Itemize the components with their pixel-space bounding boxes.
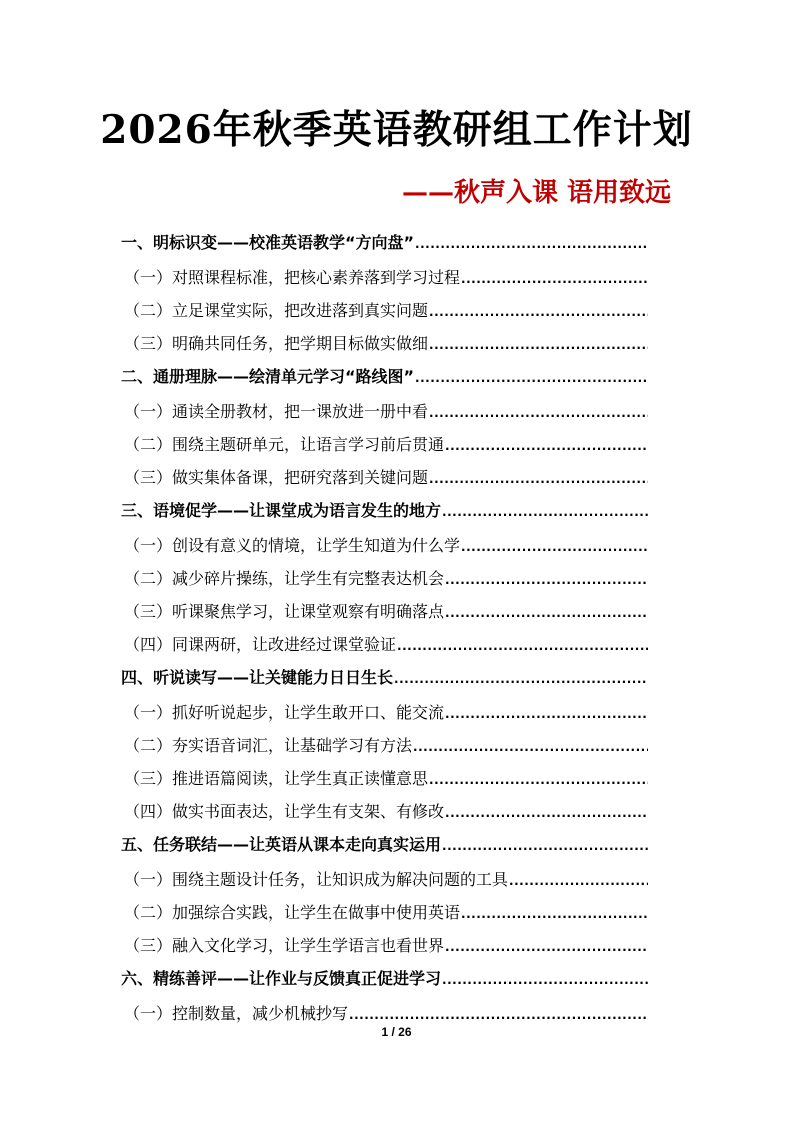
toc-entry-text: （四）做实书面表达，让学生有支架、有修改: [124, 802, 445, 821]
toc-entry-text: （二）减少碎片操练，让学生有完整表达机会: [124, 569, 445, 588]
toc-leader-dots: [429, 334, 648, 356]
toc-leader-dots: [445, 936, 648, 958]
toc-leader-dots: [445, 802, 648, 824]
toc-subsection-item[interactable]: [121, 299, 648, 332]
toc-subsection-item[interactable]: [121, 433, 648, 466]
toc-subsection-item[interactable]: [121, 868, 648, 901]
document-subtitle: ——秋声入课 语用致远: [401, 178, 671, 208]
toc-subsection-item[interactable]: [121, 600, 648, 633]
toc-subsection-item[interactable]: [121, 767, 648, 800]
toc-entry-text: （一）围绕主题设计任务，让知识成为解决问题的工具: [124, 870, 509, 889]
toc-leader-dots: [415, 367, 648, 389]
toc-entry-text: （三）做实集体备课，把研究落到关键问题: [124, 468, 429, 487]
page-number: 1 / 26: [381, 1025, 412, 1039]
document-title: 2026年秋季英语教研组工作计划: [100, 107, 693, 153]
toc-section-heading[interactable]: [121, 231, 648, 266]
toc-entry-text: （三）听课聚焦学习，让课堂观察有明确落点: [124, 602, 445, 621]
toc-section-heading[interactable]: [121, 833, 648, 868]
toc-entry-text: （一）创设有意义的情境，让学生知道为什么学: [124, 536, 461, 555]
toc-subsection-item[interactable]: [121, 633, 648, 666]
toc-entry-text: 五、任务联结——让英语从课本走向真实运用: [121, 835, 442, 854]
toc-entry-text: （二）立足课堂实际，把改进落到真实问题: [124, 301, 429, 320]
toc-leader-dots: [394, 668, 648, 690]
toc-leader-dots: [445, 602, 648, 624]
toc-entry-text: 一、明标识变——校准英语教学“方向盘”: [121, 233, 415, 252]
toc-leader-dots: [509, 870, 648, 892]
toc-subsection-item[interactable]: [121, 332, 648, 365]
toc-section-heading[interactable]: [121, 499, 648, 534]
toc-subsection-item[interactable]: [121, 567, 648, 600]
toc-leader-dots: [445, 569, 648, 591]
toc-subsection-item[interactable]: [121, 901, 648, 934]
toc-entry-text: 四、听说读写——让关键能力日日生长: [121, 668, 394, 687]
toc-section-heading[interactable]: [121, 365, 648, 400]
toc-subsection-item[interactable]: [121, 266, 648, 299]
table-of-contents: [121, 231, 648, 1035]
toc-subsection-item[interactable]: [121, 400, 648, 433]
toc-leader-dots: [445, 703, 648, 725]
toc-entry-text: （二）夯实语音词汇，让基础学习有方法: [124, 736, 413, 755]
toc-subsection-item[interactable]: [121, 800, 648, 833]
toc-entry-text: （三）融入文化学习，让学生学语言也看世界: [124, 936, 445, 955]
toc-section-heading[interactable]: [121, 666, 648, 701]
toc-leader-dots: [429, 769, 648, 791]
toc-leader-dots: [461, 268, 648, 290]
toc-leader-dots: [442, 969, 648, 991]
toc-entry-text: （一）抓好听说起步，让学生敢开口、能交流: [124, 703, 445, 722]
toc-leader-dots: [429, 468, 648, 490]
toc-entry-text: 二、通册理脉——绘清单元学习“路线图”: [121, 367, 415, 386]
toc-leader-dots: [413, 736, 648, 758]
toc-entry-text: （一）控制数量，减少机械抄写: [124, 1004, 349, 1023]
toc-leader-dots: [461, 903, 648, 925]
toc-subsection-item[interactable]: [121, 734, 648, 767]
toc-subsection-item[interactable]: [121, 934, 648, 967]
toc-entry-text: （三）推进语篇阅读，让学生真正读懂意思: [124, 769, 429, 788]
toc-leader-dots: [461, 536, 648, 558]
toc-leader-dots: [349, 1004, 648, 1026]
toc-leader-dots: [397, 635, 648, 657]
toc-entry-text: （二）围绕主题研单元，让语言学习前后贯通: [124, 435, 445, 454]
toc-leader-dots: [429, 402, 648, 424]
toc-entry-text: 六、精练善评——让作业与反馈真正促进学习: [121, 969, 442, 988]
toc-entry-text: （一）对照课程标准，把核心素养落到学习过程: [124, 268, 461, 287]
toc-leader-dots: [445, 435, 648, 457]
toc-subsection-item[interactable]: [121, 466, 648, 499]
toc-subsection-item[interactable]: [121, 534, 648, 567]
toc-section-heading[interactable]: [121, 967, 648, 1002]
toc-entry-text: 三、语境促学——让课堂成为语言发生的地方: [121, 501, 442, 520]
toc-entry-text: （二）加强综合实践，让学生在做事中使用英语: [124, 903, 461, 922]
toc-leader-dots: [442, 501, 648, 523]
toc-entry-text: （一）通读全册教材，把一课放进一册中看: [124, 402, 429, 421]
toc-leader-dots: [415, 233, 648, 255]
toc-leader-dots: [442, 835, 648, 857]
toc-leader-dots: [429, 301, 648, 323]
toc-entry-text: （三）明确共同任务，把学期目标做实做细: [124, 334, 429, 353]
toc-subsection-item[interactable]: [121, 701, 648, 734]
toc-entry-text: （四）同课两研，让改进经过课堂验证: [124, 635, 397, 654]
